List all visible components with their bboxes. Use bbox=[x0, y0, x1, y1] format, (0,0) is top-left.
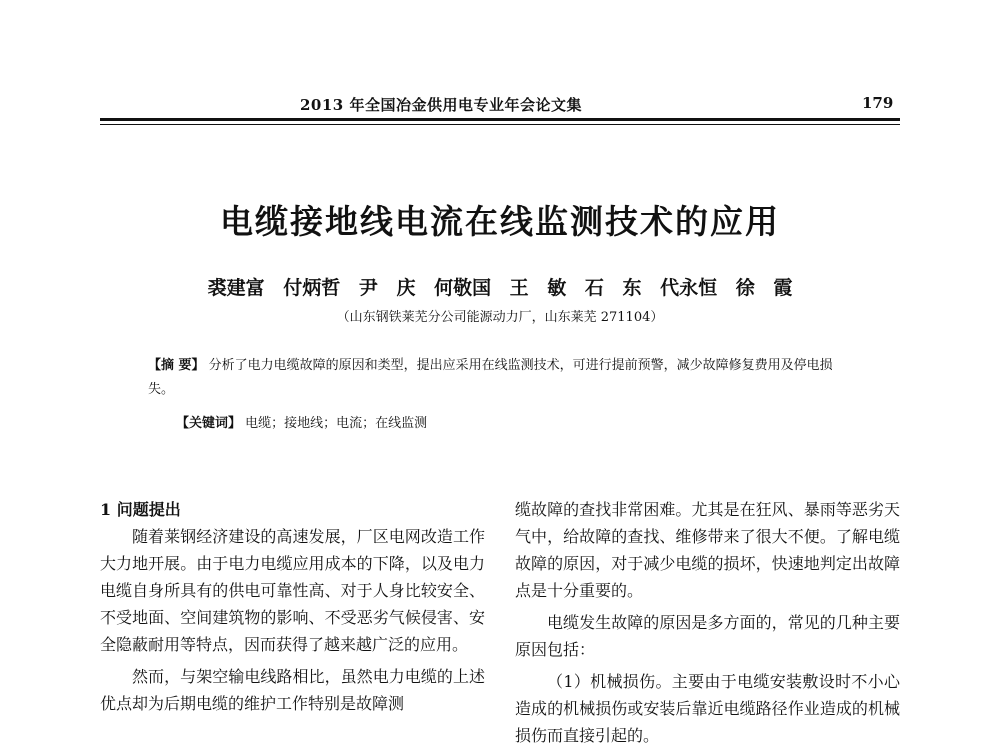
section-heading: 1 问题提出 bbox=[100, 500, 181, 519]
running-header-title: 2013 年全国冶金供用电专业年会论文集 bbox=[300, 96, 582, 114]
page-number: 179 bbox=[862, 94, 894, 112]
paper-title: 电缆接地线电流在线监测技术的应用 bbox=[220, 202, 780, 241]
body-column-left bbox=[100, 496, 485, 722]
header-rule-thick bbox=[100, 118, 900, 121]
body-paragraph: 随着莱钢经济建设的高速发展，厂区电网改造工作大力地开展。由于电力电缆应用成本的下降，以及电力电缆自身所具有的供电可靠性高、对于人身比较安全、不受地面、空间建筑物的影响、不受恶劣气候侵害、安全隐蔽耐用等特点，因而获得了越来越广泛的应用。 bbox=[100, 527, 485, 654]
body-column-right bbox=[515, 496, 900, 754]
author-list: 裘建富 付炳哲 尹 庆 何敬国 王 敏 石 东 代永恒 徐 霞 bbox=[207, 277, 793, 299]
body-paragraph: （1）机械损伤。主要由于电缆安装敷设时不小心造成的机械损伤或安装后靠近电缆路径作业造成的机械损伤而直接引起的。 bbox=[515, 672, 900, 745]
abstract-text: 分析了电力电缆故障的原因和类型，提出应采用在线监测技术，可进行提前预警，减少故障修复费用及停电损失。 bbox=[148, 358, 833, 397]
header-rule-thin bbox=[100, 124, 900, 125]
body-paragraph: 然而，与架空输电线路相比，虽然电力电缆的上述优点却为后期电缆的维护工作特别是故障测 bbox=[100, 667, 485, 713]
abstract bbox=[148, 354, 848, 402]
keywords-text: 电缆；接地线；电流；在线监测 bbox=[245, 416, 428, 431]
keywords-label: 【关键词】 bbox=[176, 416, 242, 431]
body-paragraph: 缆故障的查找非常困难。尤其是在狂风、暴雨等恶劣天气中，给故障的查找、维修带来了很大不便。了解电缆故障的原因，对于减少电缆的损坏，快速地判定出故障点是十分重要的。 bbox=[515, 500, 900, 600]
body-paragraph: 电缆发生故障的原因是多方面的，常见的几种主要原因包括： bbox=[515, 613, 900, 659]
affiliation: （山东钢铁莱芜分公司能源动力厂，山东莱芜 271104） bbox=[336, 310, 664, 325]
abstract-label: 【摘 要】 bbox=[148, 358, 205, 373]
keywords bbox=[176, 412, 856, 431]
